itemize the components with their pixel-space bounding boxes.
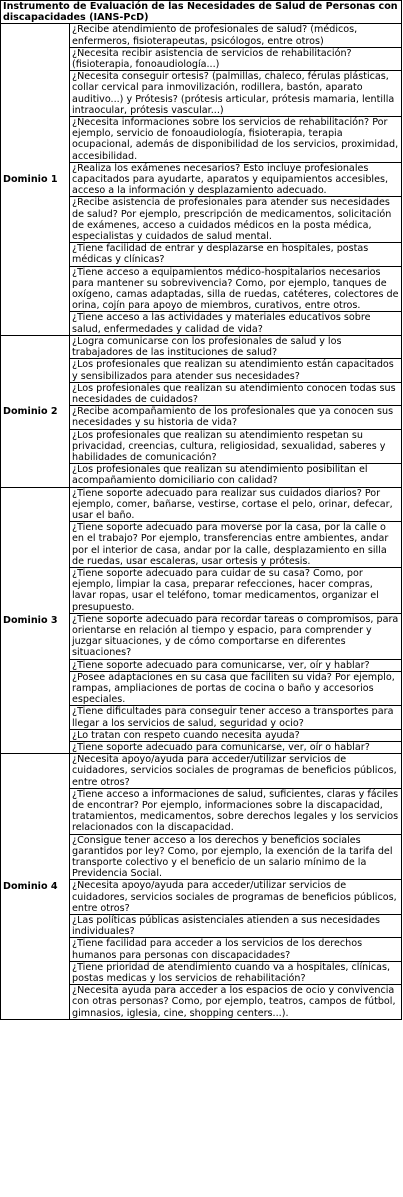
question-text: ¿Tiene acceso a equipamientos médico-hospitalarios necesarios para mantener su sobrevivencia? Como, por ejemplo, tanques de oxígeno, camas adaptadas, silla de ruedas, catéteres, colectores de orina, cojín para apoyo de miembros, curativos, entre otros.: [70, 266, 402, 312]
question-text: ¿Recibe acompañamiento de los profesionales que ya conocen sus necesidades y su historia de vida?: [70, 406, 402, 429]
domain-label: Dominio 2: [1, 335, 70, 487]
question-text: ¿Tiene soporte adecuado para comunicarse, ver, oír o hablar?: [70, 742, 402, 754]
question-text: ¿Tiene soporte adecuado para cuidar de su casa? Como, por ejemplo, limpiar la casa, preparar refecciones, hacer compras, lavar ropas, usar el teléfono, tomar medicamentos, organizar el presupuesto.: [70, 567, 402, 613]
question-text: ¿Necesita apoyo/ayuda para acceder/utilizar servicios de cuidadores, servicios sociales de programas de beneficios públicos, entre otros?: [70, 880, 402, 915]
domain-label: Dominio 1: [1, 24, 70, 335]
question-text: ¿Recibe atendimiento de profesionales de salud? (médicos, enfermeros, fisioterapeutas, psicólogos, entre otros): [70, 24, 402, 47]
question-text: ¿Lo tratan con respeto cuando necesita ayuda?: [70, 729, 402, 741]
domain-label: Dominio 3: [1, 487, 70, 754]
question-text: ¿Necesita apoyo/ayuda para acceder/utilizar servicios de cuidadores, servicios sociales de programas de beneficios públicos, entre otros?: [70, 754, 402, 789]
question-text: ¿Los profesionales que realizan su atendimiento están capacitados y sensibilizados para atender sus necesidades?: [70, 359, 402, 382]
question-text: ¿Tiene dificultades para conseguir tener acceso a transportes para llegar a los servicios de salud, seguridad y ocio?: [70, 706, 402, 729]
title-row: [1, 1, 402, 24]
question-text: ¿Recibe asistencia de profesionales para atender sus necesidades de salud? Por ejemplo, prescripción de medicamentos, solicitación de exámenes, acceso a cuidados médicos en la posta médica, especialistas y cuidados de salud mental.: [70, 197, 402, 243]
question-text: ¿Las políticas públicas asistenciales atienden a sus necesidades individuales?: [70, 915, 402, 938]
question-text: ¿Tiene prioridad de atendimiento cuando va a hospitales, clínicas, postas medicas y los servicios de rehabilitación?: [70, 961, 402, 984]
question-text: ¿Necesita ayuda para acceder a los espacios de ocio y convivencia con otras personas? Como, por ejemplo, teatros, campos de fútbol, gimnasios, iglesia, cine, shopping centers...).: [70, 985, 402, 1020]
question-row: [1, 754, 402, 789]
question-text: ¿Tiene facilidad de entrar y desplazarse en hospitales, postas médicas y clínicas?: [70, 243, 402, 266]
question-text: ¿Los profesionales que realizan su atendimiento posibilitan el acompañamiento domiciliario con calidad?: [70, 464, 402, 487]
question-text: ¿Tiene soporte adecuado para comunicarse, ver, oír y hablar?: [70, 659, 402, 671]
question-row: [1, 335, 402, 358]
question-text: ¿Tiene soporte adecuado para moverse por la casa, por la calle o en el trabajo? Por ejemplo, transferencias entre ambientes, andar por el interior de casa, andar por la calle, desplazamiento en silla de ruedas, usar escaleras, usar ortesis y prótesis.: [70, 522, 402, 568]
question-row: [1, 487, 402, 522]
question-text: ¿Tiene facilidad para acceder a los servicios de los derechos humanos para personas con discapacidades?: [70, 938, 402, 961]
question-row: [1, 24, 402, 47]
question-text: ¿Los profesionales que realizan su atendimiento respetan su privacidad, creencias, cultura, religiosidad, sexualidad, saberes y habilidades de comunicación?: [70, 429, 402, 464]
table-title: Instrumento de Evaluación de las Necesidades de Salud de Personas con discapacidades (IANS-PcD): [1, 1, 402, 24]
question-text: ¿Tiene soporte adecuado para recordar tareas o compromisos, para orientarse en relación al tiempo y espacio, para comprender y juzgar situaciones, y de cómo comportarse en diferentes situaciones?: [70, 613, 402, 659]
question-text: ¿Los profesionales que realizan su atendimiento conocen todas sus necesidades de cuidados?: [70, 382, 402, 405]
question-text: ¿Realiza los exámenes necesarios? Esto incluye profesionales capacitados para ayudarte, aparatos y equipamientos accesibles, acceso a la información y desplazamiento adecuado.: [70, 162, 402, 197]
question-text: ¿Necesita recibir asistencia de servicios de rehabilitación? (fisioterapia, fonoaudiología...): [70, 47, 402, 70]
question-text: ¿Necesita informaciones sobre los servicios de rehabilitación? Por ejemplo, servicio de fonoaudiología, fisioterapia, terapia ocupacional, además de disponibilidad de los servicios, proximidad, accesibilidad.: [70, 117, 402, 163]
question-text: ¿Tiene acceso a las actividades y materiales educativos sobre salud, enfermedades y calidad de vida?: [70, 312, 402, 335]
domain-label: Dominio 4: [1, 754, 70, 1020]
question-text: ¿Consigue tener acceso a los derechos y beneficios sociales garantidos por ley? Como, por ejemplo, la exención de la tarifa del transporte colectivo y el beneficio de un salario mínimo de la Previdencia Social.: [70, 834, 402, 880]
question-text: ¿Posee adaptaciones en su casa que faciliten su vida? Por ejemplo, rampas, ampliaciones de portas de cocina o baño y accesorios especiales.: [70, 671, 402, 706]
question-text: ¿Tiene acceso a informaciones de salud, suficientes, claras y fáciles de encontrar? Por ejemplo, informaciones sobre la discapacidad, tratamientos, medicamentos, sobre derechos legales y los servicios relacionados con la discapacidad.: [70, 788, 402, 834]
question-text: ¿Necesita conseguir ortesis? (palmillas, chaleco, férulas plásticas, collar cervical para inmovilización, rodillera, bastón, aparato auditivo...) y Prótesis? (prótesis articular, prótesis mamaria, lentilla intraocular, prótesis vascular...): [70, 71, 402, 117]
question-text: ¿Tiene soporte adecuado para realizar sus cuidados diarios? Por ejemplo, comer, bañarse, vestirse, cortase el pelo, orinar, defecar, usar el baño.: [70, 487, 402, 522]
question-text: ¿Logra comunicarse con los profesionales de salud y los trabajadores de las instituciones de salud?: [70, 335, 402, 358]
